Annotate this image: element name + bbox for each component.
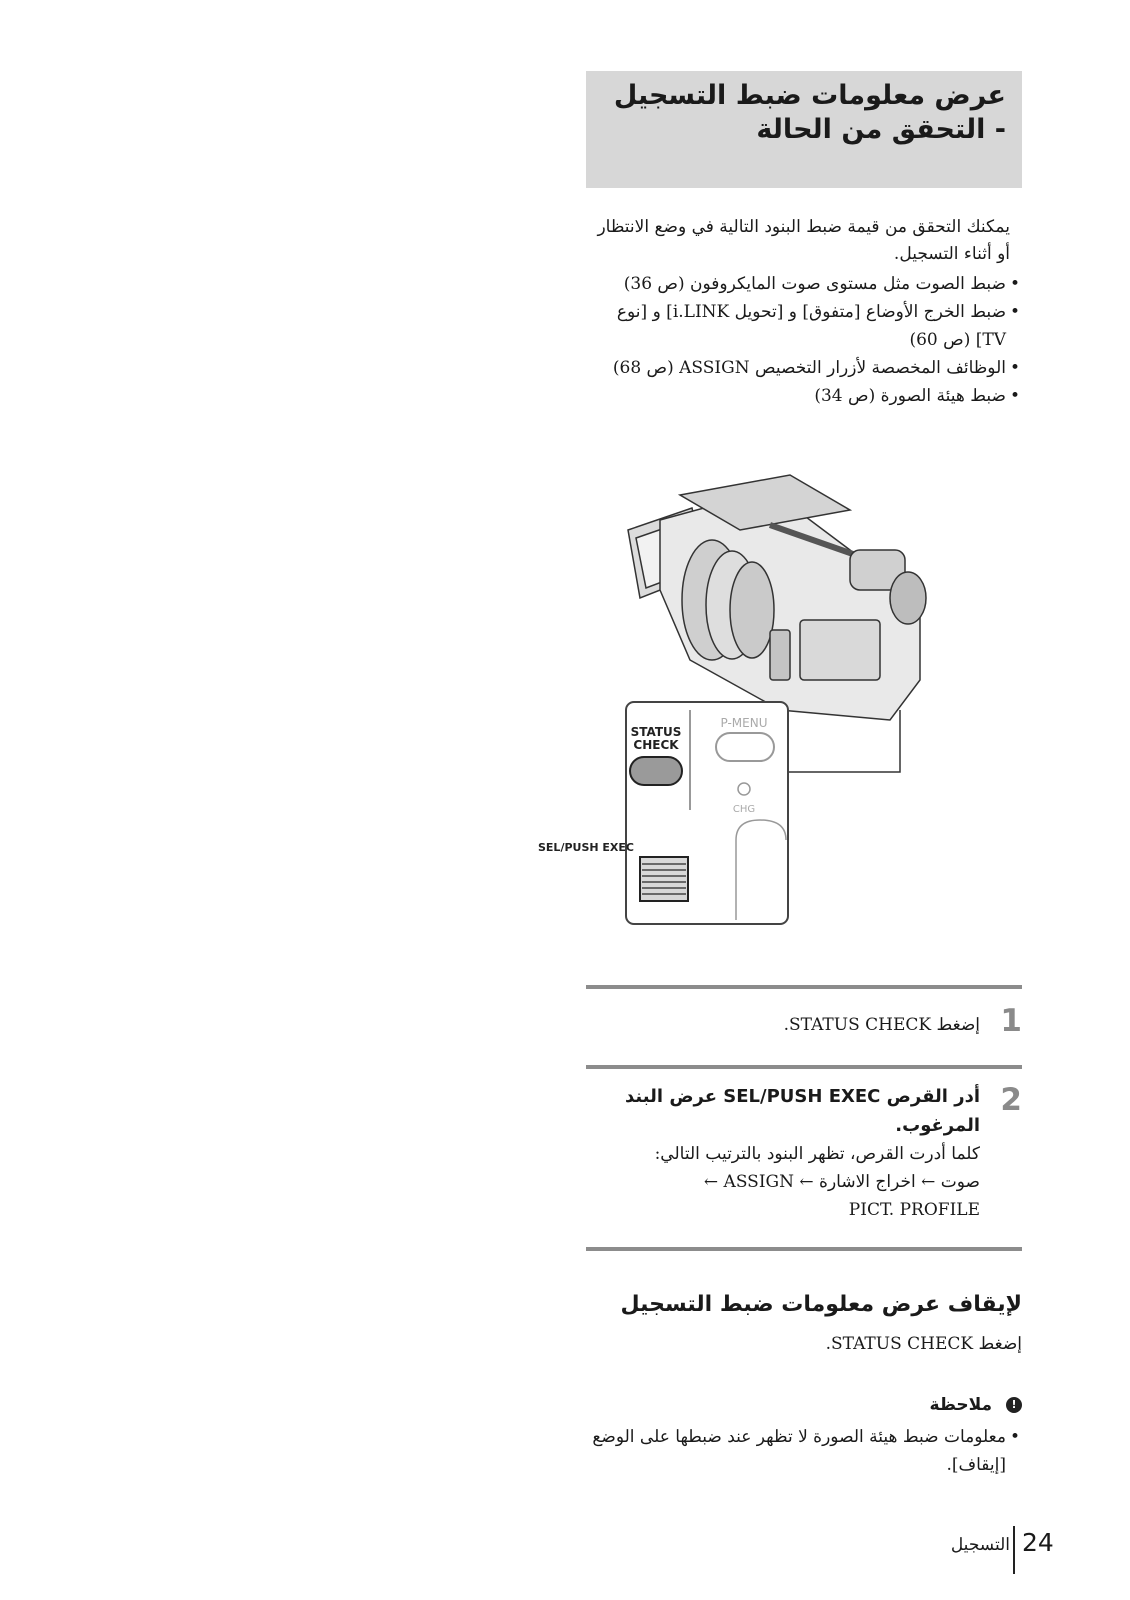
p-menu-label: P-MENU [720,716,768,730]
stop-display-heading: لإيقاف عرض معلومات ضبط التسجيل [620,1292,1022,1317]
note-icon: ! [1006,1397,1022,1413]
section-title-line1: عرض معلومات ضبط التسجيل [613,80,1006,111]
status-check-label-2: CHECK [633,738,679,752]
footer-section-label: التسجيل [950,1535,1010,1555]
note-title-text: ملاحظة [929,1395,993,1415]
intro-bullet: • ضبط الخرج الأوضاع [متفوق] و [تحويل i.LINK] و [نوع TV] (ص 60) [586,298,1022,354]
step-number: 2 [1000,1082,1022,1118]
camcorder-illustration [538,480,930,940]
page-number: 24 [1022,1528,1054,1557]
step-divider [586,985,1022,989]
note-list [586,1423,1022,1479]
intro-bullet: • ضبط هيئة الصورة (ص 34) [586,382,1022,410]
step-2-heading-1: أدر القرص SEL/PUSH EXEC عرض البند [625,1086,980,1107]
step-2-sub-3: PICT. PROFILE [848,1200,980,1220]
step-2-sub-1: كلما أدرت القرص، تظهر البنود بالترتيب التالي: [654,1144,980,1164]
step-2-heading-2: المرغوب. [895,1115,980,1136]
sel-push-exec-dial[interactable] [640,857,688,901]
intro-text: يمكنك التحقق من قيمة ضبط البنود التالية في وضع الانتظار أو أثناء التسجيل. [597,217,1010,264]
step-divider [586,1247,1022,1251]
sel-push-exec-label: SEL/PUSH EXEC [538,841,634,854]
step-number: 1 [1000,1003,1022,1039]
step-divider [586,1065,1022,1069]
chg-lamp-icon [738,783,750,795]
note-item: • معلومات ضبط هيئة الصورة لا تظهر عند ضبطها على الوضع [إيقاف]. [586,1423,1022,1479]
stop-display-text: إضغط STATUS CHECK. [825,1334,1022,1354]
status-check-button[interactable] [630,757,682,785]
intro-block [586,214,1022,410]
chg-label: CHG [732,804,756,815]
section-title-line2: - التحقق من الحالة [756,114,1006,145]
intro-bullet: • ضبط الصوت مثل مستوى صوت المايكروفون (ص 36) [586,270,1022,298]
note-heading [586,1395,1022,1415]
intro-bullet-list [586,270,1022,410]
intro-bullet: • الوظائف المخصصة لأزرار التخصيص ASSIGN (ص 68) [586,354,1022,382]
step-1 [586,1003,1022,1039]
p-menu-button[interactable] [716,733,774,761]
step-2 [586,1082,1022,1224]
status-check-label-1: STATUS [630,725,682,739]
step-2-sub-2: صوت ← اخراج الاشارة ← ASSIGN ← [703,1172,980,1192]
section-title-box [586,71,1022,188]
footer-divider [1013,1526,1015,1574]
step-1-text: إضغط STATUS CHECK. [783,1015,980,1035]
